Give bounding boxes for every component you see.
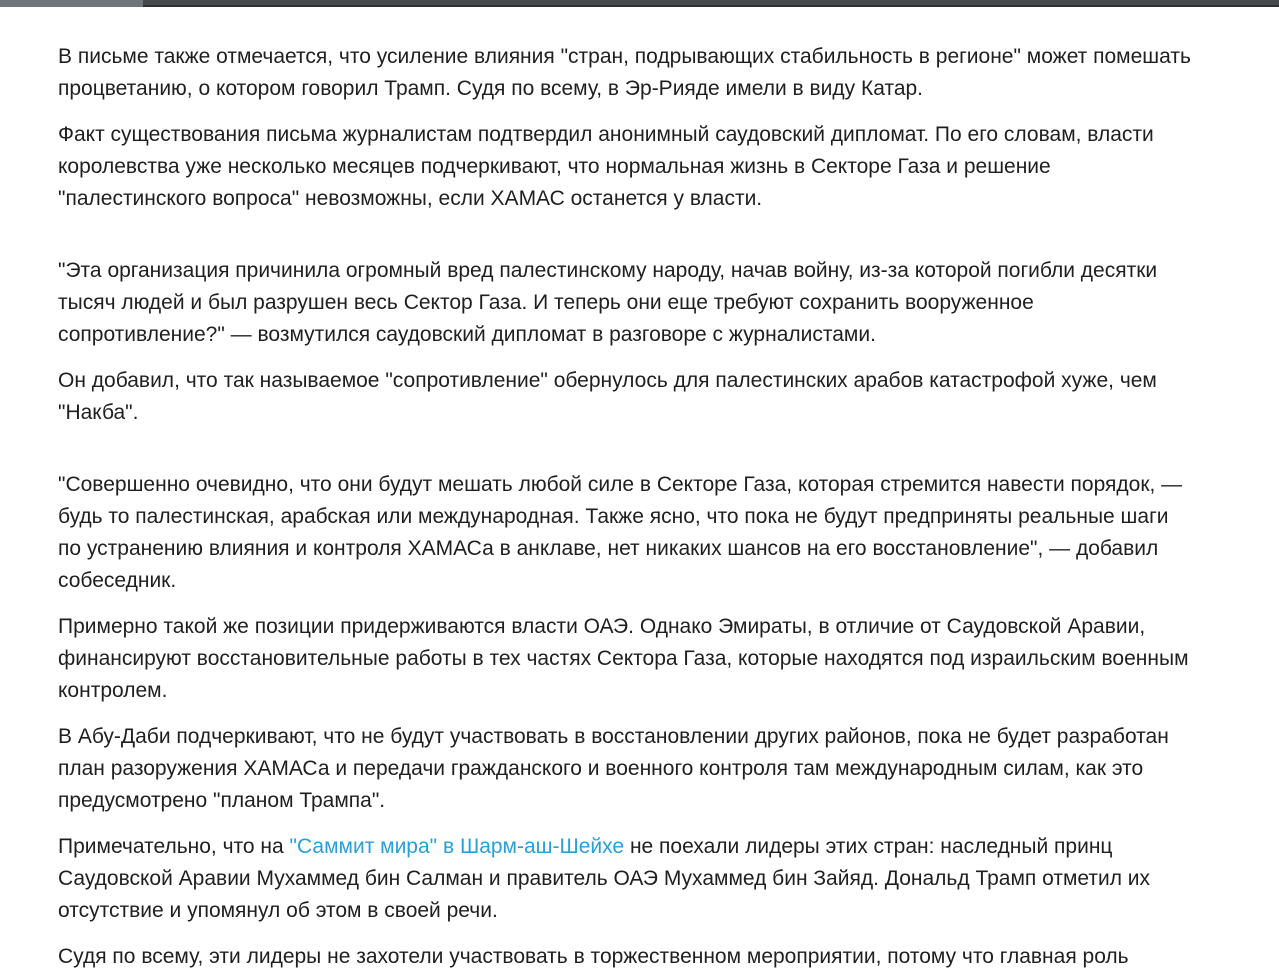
paragraph-diplomat-confirmation: Факт существования письма журналистам подтвердил анонимный саудовский дипломат. По его словам, власти королевства уже несколько месяцев подчеркивают, что нормальная жизнь в Секторе Газа и решение "палестинского вопроса" невозможны, если ХАМАС останется у власти. [58, 123, 1154, 210]
paragraph-gap [58, 429, 1193, 469]
peace-summit-link[interactable]: "Саммит мира" в Шарм-аш-Шейхе [289, 835, 625, 858]
paragraph-gap [58, 215, 1193, 255]
paragraph-letter-regional-influence: В письме также отмечается, что усиление влияния "стран, подрывающих стабильность в регионе" может помешать процветанию, о котором говорил Трамп. Судя по всему, в Эр-Рияде имели в виду Катар. [58, 45, 1191, 100]
paragraph-leaders-absence: Судя по всему, эти лидеры не захотели участвовать в торжественном мероприятии, потому что главная роль [58, 945, 1129, 968]
paragraph-uae-position: Примерно такой же позиции придерживаются власти ОАЭ. Однако Эмираты, в отличие от Саудовской Аравии, финансируют восстановительные работы в тех частях Сектора Газа, которые находятся под израильским военным контролем. [58, 615, 1189, 702]
summit-text-after: не поехали лидеры этих стран: наследный принц Саудовской Аравии Мухаммед бин Салман и правитель ОАЭ Мухаммед бин Зайяд. Дональд Трамп отметил их отсутствие и упомянул об этом в своей речи. [58, 835, 1151, 922]
paragraph-peace-summit [58, 831, 1193, 927]
article-body [58, 41, 1193, 972]
browser-top-bar [0, 0, 1279, 7]
paragraph-gap [58, 351, 1193, 365]
paragraph-gap [58, 105, 1193, 119]
paragraph-nakba-comparison: Он добавил, что так называемое "сопротивление" обернулось для палестинских арабов катастрофой хуже, чем "Накба". [58, 369, 1157, 424]
paragraph-gap [58, 927, 1193, 941]
paragraph-gap [58, 597, 1193, 611]
paragraph-diplomat-quote: "Эта организация причинила огромный вред палестинскому народу, начав войну, из-за которой погибли десятки тысяч людей и был разрушен весь Сектор Газа. И теперь они еще требуют сохранить вооруженное сопротивление?" — возмутился саудовский дипломат в разговоре с журналистами. [58, 259, 1158, 346]
paragraph-order-in-gaza-quote: "Совершенно очевидно, что они будут мешать любой силе в Секторе Газа, которая стремится навести порядок, — будь то палестинская, арабская или международная. Также ясно, что пока не будут предприняты реальные шаги по устранению влияния и контроля ХАМАСа в анклаве, нет никаких шансов на его восстановление", — добавил собеседник. [58, 473, 1183, 592]
paragraph-gap [58, 817, 1193, 831]
paragraph-gap [58, 707, 1193, 721]
paragraph-abu-dhabi-conditions: В Абу-Даби подчеркивают, что не будут участвовать в восстановлении других районов, пока не будет разработан план разоружения ХАМАСа и передачи гражданского и военного контроля там международным силам, как это предусмотрено "планом Трампа". [58, 725, 1169, 812]
top-bar-left-segment [0, 0, 143, 7]
summit-text-before: Примечательно, что на [58, 835, 290, 858]
top-bar-right-segment [143, 0, 1279, 7]
